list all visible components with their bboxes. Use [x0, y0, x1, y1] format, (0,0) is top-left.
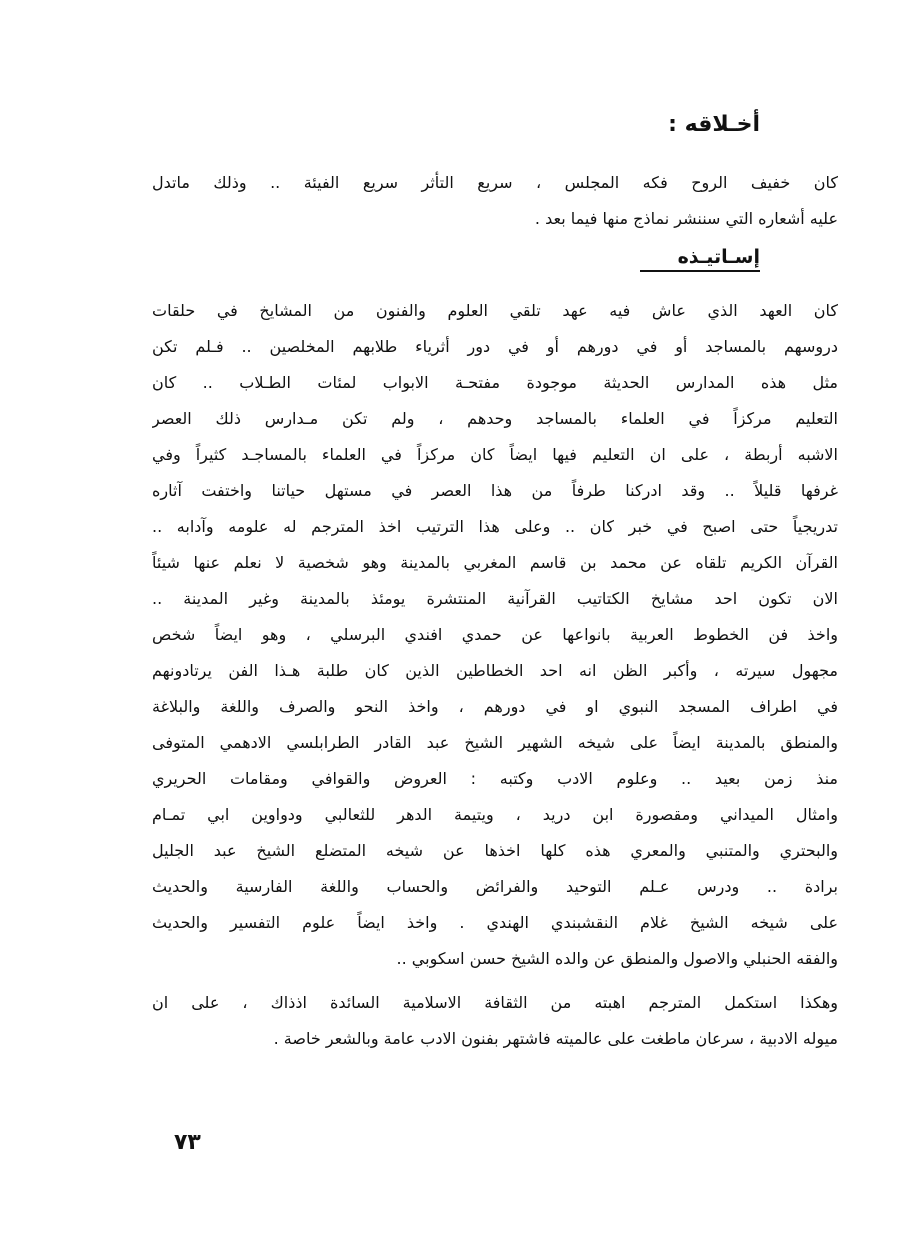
- text-line: التعليم مركزاً في العلماء بالمساجد وحدهم ، ولم تكن مـدارس ذلك العصر: [152, 409, 838, 428]
- text-line: كان العهد الذي عاش فيه عهد تلقي العلوم والفنون من المشايخ في حلقات: [152, 301, 838, 320]
- text-line: الان تكون احد مشايخ الكتاتيب القرآنية المنتشرة يومئذ بالمدينة وغير المدينة ..: [152, 589, 838, 608]
- text-line: والبحتري والمتنبي والمعري هذه كلها اخذها عن شيخه المتضلع الشيخ عبد الجليل: [152, 841, 838, 860]
- text-line: ميوله الادبية ، سرعان ماطغت على عالميته فاشتهر بفنون الادب عامة وبالشعر خاصة .: [273, 1029, 838, 1048]
- text-line: على شيخه الشيخ غلام النقشبندي الهندي . واخذ ايضاً علوم التفسير والحديث: [152, 913, 838, 932]
- text-line: مثل هذه المدارس الحديثة موجودة مفتحـة الابواب لمئات الطـلاب .. كان: [152, 373, 838, 392]
- text-line: وهكذا استكمل المترجم اهبته من الثقافة الاسلامية السائدة اذذاك ، على ان: [152, 993, 838, 1012]
- text-line: غرفها قليلاً .. وقد ادركنا طرفاً من هذا العصر في مستهل حياتنا واختفت آثاره: [152, 481, 838, 500]
- text-line: والفقه الحنبلي والاصول والمنطق عن والده الشيخ حسن اسكوبي ..: [396, 949, 838, 968]
- text-line: والمنطق بالمدينة ايضاً على شيخه الشهير الشيخ عبد القادر الطرابلسي الادهمي المتوفى: [152, 733, 838, 752]
- text-line: تدريجياً حتى اصبح في خبر كان .. وعلى هذا الترتيب اخذ المترجم له علومه وآدابه ..: [152, 517, 838, 536]
- text-line: مجهول سيرته ، وأكبر الظن انه احد الخطاطين الذين كان طلبة هـذا الفن يرتادونهم: [152, 661, 838, 680]
- text-line: كان خفيف الروح فكه المجلس ، سريع التأثر سريع الفيئة .. وذلك ماتدل: [152, 173, 838, 192]
- heading-underline: [640, 270, 760, 272]
- text-line: القرآن الكريم تلقاه عن محمد بن قاسم المغربي بالمدينة وهو شخصية لا نعلم عنها شيئاً: [152, 553, 838, 572]
- sub-heading-text: إسـاتيـذه: [677, 246, 760, 268]
- text-line: منذ زمن بعيد .. وعلوم الادب وكتبه : العروض والقوافي ومقامات الحريري: [152, 769, 838, 788]
- text-line: في اطراف المسجد النبوي او في دورهم ، واخذ النحو والصرف واللغة والبلاغة: [152, 697, 838, 716]
- text-line: الاشبه أربطة ، على ان التعليم فيها ايضاً كان مركزاً في العلماء بالمساجـد كثيراً وفي: [152, 445, 838, 464]
- text-line: برادة .. ودرس عـلم التوحيد والفرائض والحساب واللغة الفارسية والحديث: [152, 877, 838, 896]
- text-line: عليه أشعاره التي سننشر نماذج منها فيما بعد .: [534, 209, 838, 228]
- section-heading-asatidhah: [678, 246, 760, 268]
- page-number: ٧٣: [174, 1130, 201, 1155]
- text-line: واخذ فن الخطوط العربية بانواعها عن حمدي افندي البرسلي ، وهو ايضاً شخص: [152, 625, 838, 644]
- section-heading-akhlaquh: أخـلاقه :: [668, 112, 760, 137]
- text-line: دروسهم بالمساجد أو في دورهم أو في دور أثرياء طلابهم المخلصين .. فـلم تكن: [152, 337, 838, 356]
- text-line: وامثال الميداني ومقصورة ابن دريد ، ويتيمة الدهر للثعالبي ودواوين ابي تمـام: [152, 805, 838, 824]
